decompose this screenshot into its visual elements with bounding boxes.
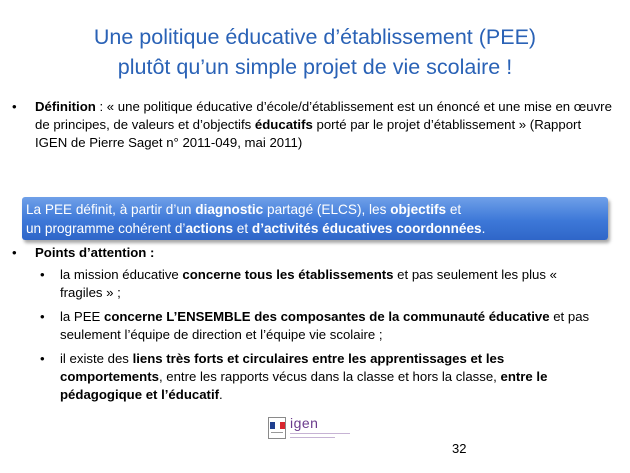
- item-text: et pas seulement les plus « fragiles » ;: [60, 267, 557, 300]
- item-bold: entre le pédagogique et l’éducatif: [60, 369, 548, 402]
- bullet-icon: •: [12, 99, 17, 114]
- page-number: 32: [452, 441, 467, 456]
- sub-bullet-icon: •: [40, 267, 45, 282]
- banner-line-2: [26, 219, 608, 238]
- item-bold: concerne tous les établissements: [182, 267, 394, 282]
- sub-bullet-icon: •: [40, 351, 45, 366]
- definition-text-2: porté par le projet d’établissement » (Rapport IGEN de Pierre Saget n° 2011-049, mai 2011): [35, 117, 582, 150]
- list-item: [40, 308, 600, 344]
- list-item: [40, 266, 600, 302]
- banner-text-4: un programme cohérent d’: [26, 221, 186, 236]
- title-line-2: plutôt qu’un simple projet de vie scolaire !: [117, 55, 513, 79]
- banner-line-1: [26, 200, 608, 219]
- definition-text: [35, 98, 612, 152]
- title-line-1: Une politique éducative d’établissement (PEE): [93, 25, 537, 49]
- item-text: il existe des: [60, 351, 133, 366]
- item-bold: liens très forts et circulaires entre les apprentissages et les comportements: [60, 351, 505, 384]
- item-text: et pas seulement l’équipe de direction et l’équipe vie scolaire ;: [60, 309, 590, 342]
- attention-label: Points d’attention :: [35, 245, 155, 260]
- banner-text-5: et: [233, 221, 252, 236]
- item-text: .: [219, 387, 223, 402]
- definition-label: Définition: [35, 99, 96, 114]
- sub-bullet-icon: •: [40, 309, 45, 324]
- banner-text-6: .: [481, 221, 486, 236]
- item-text: , entre les rapports vécus dans la classe et hors la classe,: [158, 369, 501, 384]
- attention-heading: [12, 244, 612, 262]
- banner-bold-1: diagnostic: [195, 202, 264, 217]
- banner-text-1: La PEE définit, à partir d’un: [26, 202, 196, 217]
- item-bold: concerne L’ENSEMBLE des composantes de la communauté éducative: [103, 309, 550, 324]
- definition-text-1: : « une politique éducative d’école/d’établissement est un énoncé et une mise en œuvre de principes, de valeurs et d’objectifs: [35, 99, 612, 132]
- definition-bold-1: éducatifs: [254, 117, 313, 132]
- banner-bold-2: objectifs: [390, 202, 447, 217]
- banner-text-3: et: [446, 202, 462, 217]
- slide-title: [20, 22, 610, 82]
- igen-logo: [268, 417, 358, 445]
- definition-paragraph: [12, 98, 612, 152]
- logo-text: igen: [290, 415, 319, 431]
- republic-flag-icon: [268, 417, 286, 439]
- item-text: la mission éducative: [60, 267, 183, 282]
- highlight-banner: [22, 197, 608, 240]
- banner-bold-3: actions: [185, 221, 234, 236]
- bullet-icon: •: [12, 245, 17, 260]
- item-text: la PEE: [60, 309, 104, 324]
- banner-bold-4: d’activités éducatives coordonnées: [251, 221, 482, 236]
- banner-text-2: partagé (ELCS), les: [263, 202, 391, 217]
- list-item: [40, 350, 600, 404]
